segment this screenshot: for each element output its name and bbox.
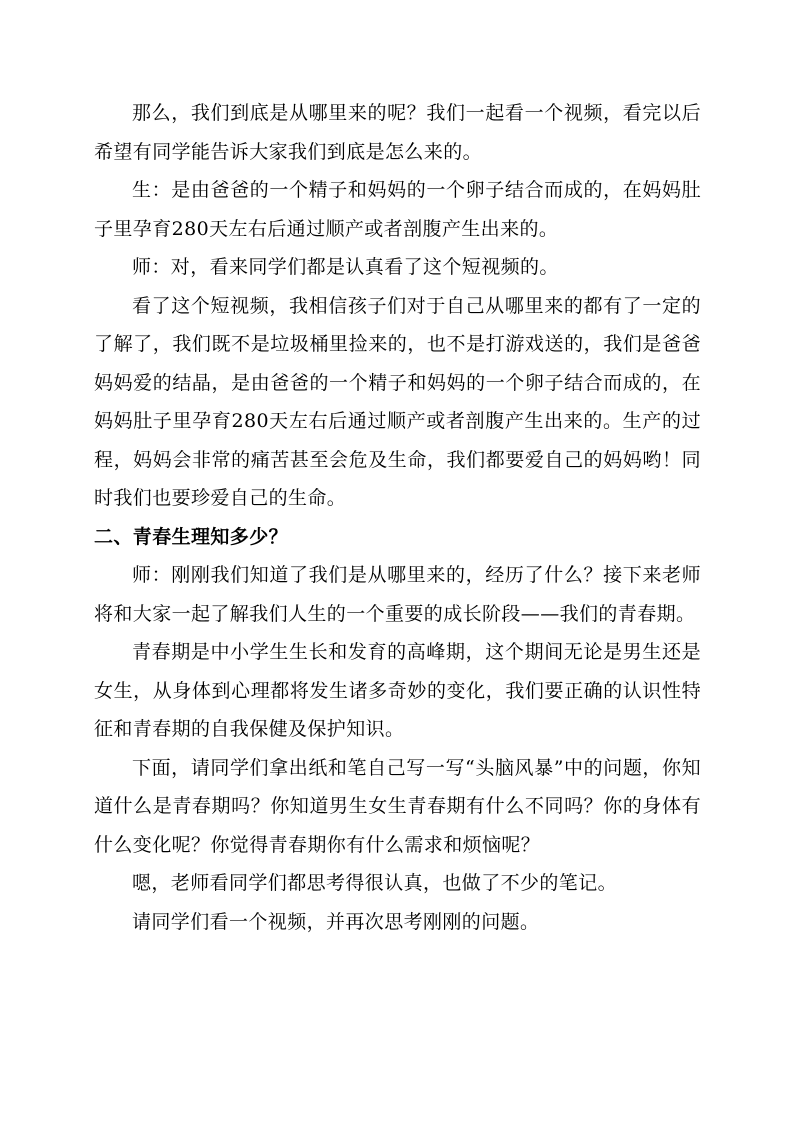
paragraph-where-do-we-come-from: 那么，我们到底是从哪里来的呢？我们一起看一个视频，看完以后希望有同学能告诉大家我们到底是怎么来的。	[94, 102, 701, 163]
document-page	[94, 94, 701, 941]
paragraph-brainstorm-questions: 下面，请同学们拿出纸和笔自己写一写“头脑风暴”中的问题，你知道什么是青春期吗？你知道男生女生青春期有什么不同吗？你的身体有什么变化呢？你觉得青春期你有什么需求和烦恼呢？	[94, 756, 701, 856]
paragraph-teacher-praise: 嗯，老师看同学们都思考得很认真，也做了不少的笔记。	[132, 872, 618, 894]
paragraph-puberty-definition: 青春期是中小学生生长和发育的高峰期，这个期间无论是男生还是女生，从身体到心理都将发生诸多奇妙的变化，我们要正确的认识性特征和青春期的自我保健及保护知识。	[94, 641, 701, 740]
paragraph-student-answer: 生：是由爸爸的一个精子和妈妈的一个卵子结合而成的，在妈妈肚子里孕育280天左右后通过顺产或者剖腹产生出来的。	[94, 179, 701, 240]
paragraph-teacher-intro-puberty: 师：刚刚我们知道了我们是从哪里来的，经历了什么？接下来老师将和大家一起了解我们人生的一个重要的成长阶段——我们的青春期。	[94, 564, 701, 625]
paragraph-teacher-reply: 师：对，看来同学们都是认真看了这个短视频的。	[132, 256, 559, 278]
paragraph-watch-video: 请同学们看一个视频，并再次思考刚刚的问题。	[132, 910, 540, 933]
paragraph-video-summary: 看了这个短视频，我相信孩子们对于自己从哪里来的都有了一定的了解了，我们既不是垃圾桶里捡来的，也不是打游戏送的，我们是爸爸妈妈爱的结晶，是由爸爸的一个精子和妈妈的一个卵子结合而成的，在妈妈肚子里孕育280天左右后通过顺产或者剖腹产生出来的。生产的过程，妈妈会非常的痛苦甚至会危及生命，我们都要爱自己的妈妈哟！同时我们也要珍爱自己的生命。	[94, 294, 701, 509]
section-heading-puberty: 二、青春生理知多少？	[94, 525, 289, 548]
